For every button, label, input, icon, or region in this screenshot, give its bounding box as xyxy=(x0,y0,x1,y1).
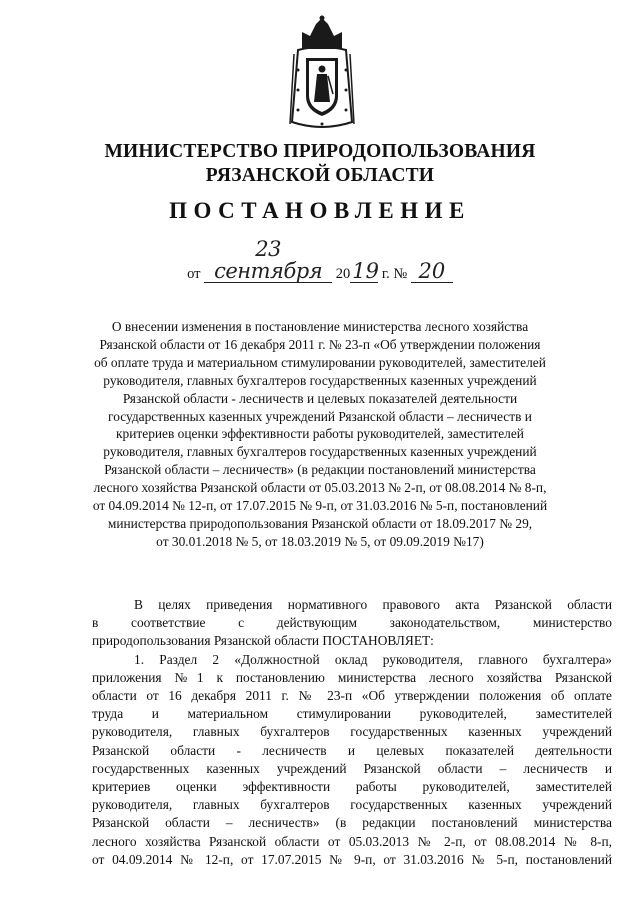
year-suffix: г. № xyxy=(381,266,408,282)
title-line: об оплате труда и материальном стимулировании руководителей, заместителей xyxy=(94,354,546,370)
body-line: критериев оценки эффективности работы руководителей, заместителей xyxy=(92,779,612,795)
body-line: лесного хозяйства Рязанской области от 05.03.2013 № 2-п, от 08.08.2014 № 8-п, xyxy=(92,833,612,849)
handwritten-year: 19 xyxy=(352,259,379,283)
body-line: Рязанской области - лесничеств и целевых показателей деятельности xyxy=(92,742,612,758)
body-line: 1. Раздел 2 «Должностной оклад руководителя, главного бухгалтера» xyxy=(134,651,612,667)
body-line: В целях приведения нормативного правового акта Рязанской области xyxy=(134,597,612,612)
year-century: 20 xyxy=(335,266,351,282)
body-line: руководителя, главных бухгалтеров государственных казенных учреждений xyxy=(92,797,612,813)
title-line: министерства природопользования Рязанской области от 18.09.2017 № 29, xyxy=(107,515,533,531)
title-line: О внесении изменения в постановление министерства лесного хозяйства xyxy=(111,319,529,334)
handwritten-date: 23 сентября xyxy=(204,238,332,283)
body-line: области от 16 декабря 2011 г. № 23-п «Об утверждении положения об оплате xyxy=(92,688,612,704)
document-title xyxy=(84,318,556,551)
ministry-name-line1: МИНИСТЕРСТВО ПРИРОДОПОЛЬЗОВАНИЯ xyxy=(104,141,536,162)
title-line: государственных казенных учреждений Рязанской области – лесничеств и xyxy=(108,408,532,424)
body-line: государственных казенных учреждений Рязанской области – лесничеств и xyxy=(92,760,612,776)
ministry-name xyxy=(0,140,640,188)
body-line: от 04.09.2014 № 12-п, от 17.07.2015 № 9-п, от 31.03.2016 № 5-п, постановлений xyxy=(92,851,612,867)
title-line: от 04.09.2014 № 12-п, от 17.07.2015 № 9-п, от 31.03.2016 № 5-п, постановлений xyxy=(92,498,548,514)
ryazan-coat-of-arms-icon xyxy=(288,14,356,132)
date-number-line xyxy=(0,238,640,283)
title-line: Рязанской области - лесничеств и целевых показателей деятельности xyxy=(122,390,518,406)
body-line: в соответствие с действующим законодательством, министерство xyxy=(92,615,612,631)
ministry-name-line2: РЯЗАНСКОЙ ОБЛАСТИ xyxy=(205,165,435,186)
body-line: руководителя, главных бухгалтеров государственных казенных учреждений xyxy=(92,724,612,740)
title-line: Рязанской области – лесничеств» (в редакции постановлений министерства xyxy=(104,462,536,478)
date-prefix: от xyxy=(187,266,201,282)
title-line: от 30.01.2018 № 5, от 18.03.2019 № 5, от 09.09.2019 №17) xyxy=(156,533,484,549)
title-line: руководителя, главных бухгалтеров государственных казенных учреждений xyxy=(103,444,537,460)
title-line: критериев оценки эффективности работы руководителей, заместителей xyxy=(116,426,524,442)
document-type-heading: ПОСТАНОВЛЕНИЕ xyxy=(169,198,471,223)
handwritten-number: 20 xyxy=(411,260,453,283)
body-line: природопользования Рязанской области ПОСТАНОВЛЯЕТ: xyxy=(92,633,434,649)
title-line: Рязанской области от 16 декабря 2011 г. № 23-п «Об утверждении положения xyxy=(99,336,541,352)
body-line: Рязанской области – лесничеств» (в редакции постановлений министерства xyxy=(92,815,612,831)
document-body xyxy=(92,596,612,869)
title-line: лесного хозяйства Рязанской области от 05.03.2013 № 2-п, от 08.08.2014 № 8-п, xyxy=(93,480,547,496)
body-line: приложения №1 к постановлению министерства лесного хозяйства Рязанской xyxy=(92,669,612,685)
body-line: труда и материальном стимулировании руководителей, заместителей xyxy=(92,706,612,722)
title-line: руководителя, главных бухгалтеров государственных казенных учреждений xyxy=(103,372,537,388)
